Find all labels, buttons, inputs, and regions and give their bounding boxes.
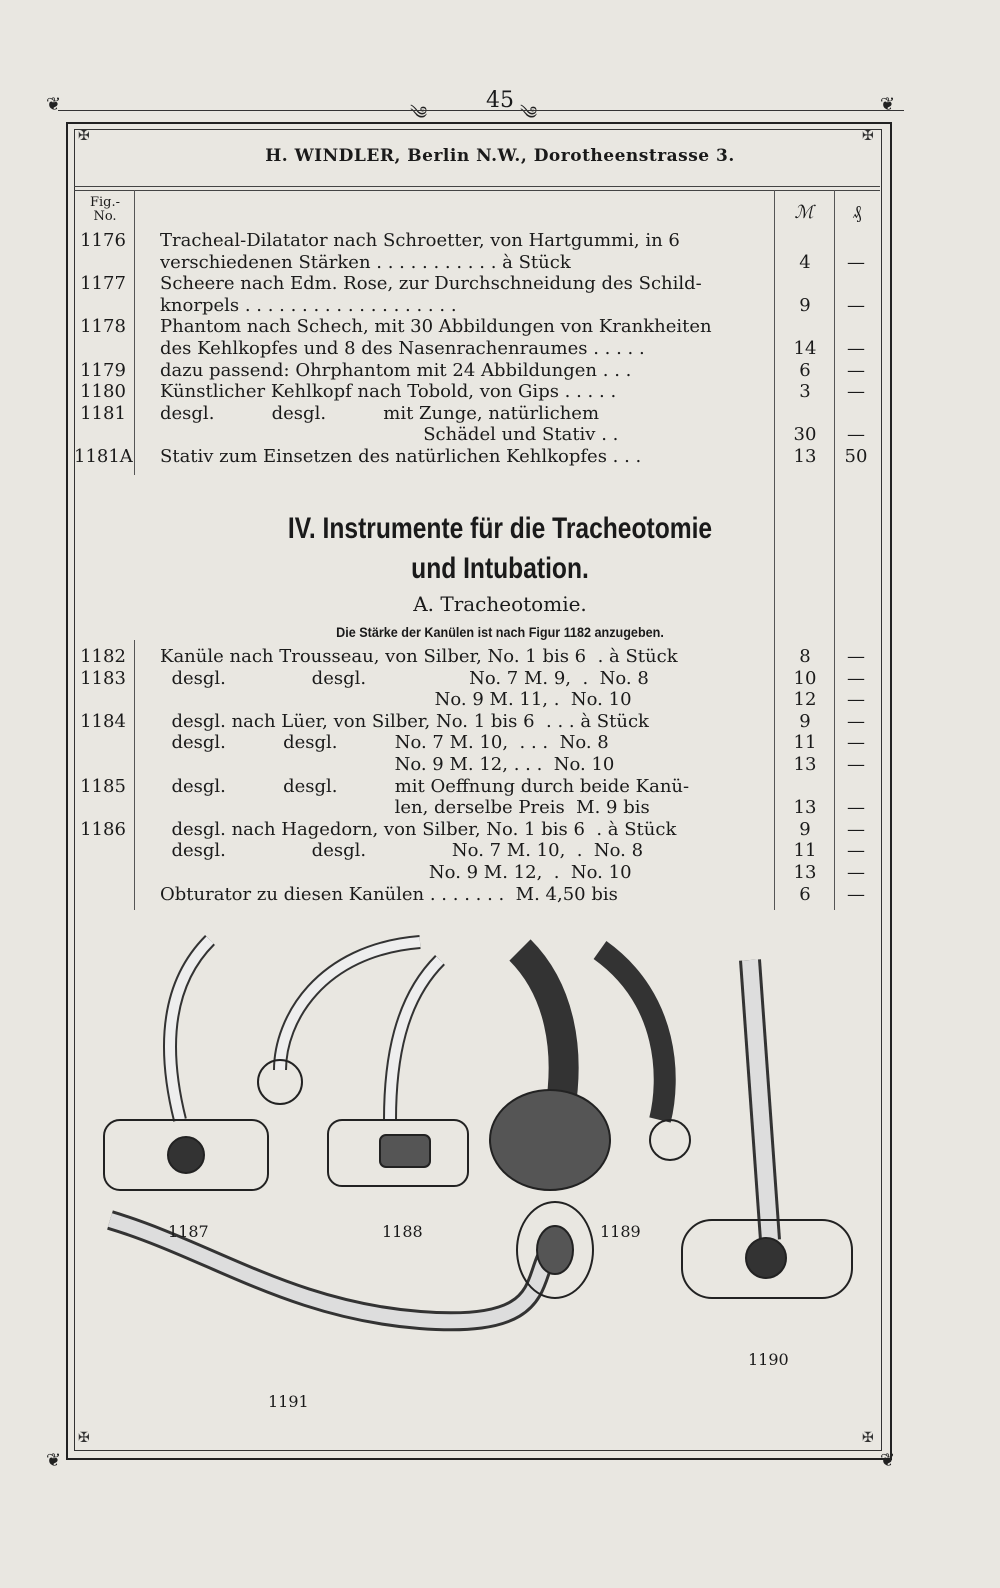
row-fig-number: 1177 bbox=[80, 273, 126, 295]
price-row bbox=[74, 884, 880, 906]
top-rule bbox=[58, 110, 904, 111]
price-row bbox=[74, 273, 880, 295]
pf-column-header: ₰ bbox=[852, 202, 862, 223]
figure-label: 1187 bbox=[168, 1222, 209, 1241]
price-row bbox=[74, 252, 880, 274]
row-description: desgl. nach Hagedorn, von Silber, No. 1 bis 6 . à Stück bbox=[160, 818, 677, 840]
ornament-bottom-left: ❦ bbox=[46, 1450, 62, 1471]
price-row bbox=[74, 316, 880, 338]
corner-ornament: ✠ bbox=[78, 1430, 90, 1446]
ornament-bottom-right: ❦ bbox=[880, 1450, 896, 1471]
row-pfennig-price: — bbox=[847, 689, 865, 711]
row-pfennig-price: — bbox=[847, 667, 865, 689]
price-row bbox=[74, 446, 880, 468]
row-description: desgl. desgl. mit Oeffnung durch beide Kanü- bbox=[160, 775, 690, 797]
price-row bbox=[74, 754, 880, 776]
row-fig-number: 1178 bbox=[80, 316, 126, 338]
corner-ornament: ✠ bbox=[862, 128, 874, 144]
price-row bbox=[74, 862, 880, 884]
row-mark-price: 11 bbox=[793, 840, 817, 862]
row-mark-price: 13 bbox=[793, 862, 817, 883]
section-note: Die Stärke der Kanülen ist nach Figur 1182 anzugeben. bbox=[336, 624, 664, 640]
row-description: desgl. desgl. No. 7 M. 9, . No. 8 bbox=[160, 667, 649, 689]
row-pfennig-price: — bbox=[847, 294, 865, 316]
figure-label: 1188 bbox=[382, 1222, 423, 1241]
row-fig-number: 1176 bbox=[80, 230, 126, 251]
price-row bbox=[74, 295, 880, 317]
corner-ornament: ✠ bbox=[862, 1430, 874, 1446]
price-row bbox=[74, 338, 880, 360]
price-row bbox=[74, 403, 880, 425]
row-mark-price: 3 bbox=[799, 381, 811, 403]
row-mark-price: 6 bbox=[799, 883, 811, 905]
row-description: Künstlicher Kehlkopf nach Tobold, von Gips . . . . . bbox=[160, 381, 617, 403]
row-pfennig-price: — bbox=[847, 862, 865, 883]
row-mark-price: 4 bbox=[799, 251, 811, 273]
cannula-1189 bbox=[520, 950, 564, 1110]
price-row bbox=[74, 360, 880, 382]
row-pfennig-price: — bbox=[847, 797, 865, 819]
ornament-left: ❦ bbox=[46, 94, 62, 115]
price-row bbox=[74, 819, 880, 841]
row-description: Stativ zum Einsetzen des natürlichen Kehlkopfes . . . bbox=[160, 446, 642, 467]
row-pfennig-price: — bbox=[847, 818, 865, 840]
row-mark-price: 30 bbox=[793, 424, 817, 446]
row-description: Phantom nach Schech, mit 30 Abbildungen von Krankheiten bbox=[160, 316, 712, 338]
row-description: dazu passend: Ohrphantom mit 24 Abbildungen . . . bbox=[160, 359, 632, 381]
row-mark-price: 9 bbox=[799, 294, 811, 316]
row-fig-number: 1181A bbox=[74, 446, 133, 467]
price-row bbox=[74, 424, 880, 446]
row-description: len, derselbe Preis M. 9 bis bbox=[160, 797, 650, 819]
row-fig-number: 1184 bbox=[80, 710, 126, 732]
figure-label: 1189 bbox=[600, 1222, 641, 1241]
row-mark-price: 9 bbox=[799, 818, 811, 840]
row-pfennig-price: 50 bbox=[844, 446, 868, 467]
row-mark-price: 6 bbox=[799, 359, 811, 381]
row-pfennig-price: — bbox=[847, 381, 865, 403]
row-description: Tracheal-Dilatator nach Schroetter, von Hartgummi, in 6 bbox=[160, 230, 680, 251]
row-description: No. 9 M. 11, . No. 10 bbox=[160, 689, 632, 711]
header-rule bbox=[74, 190, 880, 191]
figure-label: 1191 bbox=[268, 1392, 309, 1411]
row-pfennig-price: — bbox=[847, 840, 865, 862]
row-mark-price: 11 bbox=[793, 732, 817, 754]
row-description: Scheere nach Edm. Rose, zur Durchschneidung des Schild- bbox=[160, 273, 702, 295]
page-number: 45 bbox=[486, 88, 514, 113]
ornament-right: ❦ bbox=[880, 94, 896, 115]
row-fig-number: 1180 bbox=[80, 381, 126, 403]
fig-column-header: Fig.- No. bbox=[89, 195, 121, 224]
ornament-center-left: ༄ bbox=[410, 103, 428, 124]
figure-label: 1190 bbox=[748, 1350, 789, 1369]
price-row bbox=[74, 646, 880, 668]
row-pfennig-price: — bbox=[847, 883, 865, 905]
row-pfennig-price: — bbox=[847, 251, 865, 273]
section-subtitle: A. Tracheotomie. bbox=[413, 592, 587, 616]
row-mark-price: 13 bbox=[793, 754, 817, 775]
row-fig-number: 1182 bbox=[80, 646, 126, 667]
section-title: IV. Instrumente für die Tracheotomie bbox=[287, 512, 713, 545]
price-row bbox=[74, 668, 880, 690]
ornament-center-right: ༄ bbox=[520, 103, 538, 124]
price-row bbox=[74, 381, 880, 403]
row-description: des Kehlkopfes und 8 des Nasenrachenraumes . . . . . bbox=[160, 338, 645, 359]
corner-ornament: ✠ bbox=[78, 128, 90, 144]
price-row bbox=[74, 230, 880, 252]
row-pfennig-price: — bbox=[847, 338, 865, 359]
row-fig-number: 1186 bbox=[80, 818, 126, 840]
price-row bbox=[74, 776, 880, 798]
row-description: desgl. desgl. No. 7 M. 10, . No. 8 bbox=[160, 840, 644, 862]
row-fig-number: 1185 bbox=[80, 775, 126, 797]
row-fig-number: 1181 bbox=[80, 402, 126, 424]
price-row bbox=[74, 797, 880, 819]
row-pfennig-price: — bbox=[847, 424, 865, 446]
price-row bbox=[74, 732, 880, 754]
row-pfennig-price: — bbox=[847, 646, 865, 667]
row-mark-price: 10 bbox=[793, 667, 817, 689]
row-pfennig-price: — bbox=[847, 359, 865, 381]
catalog-header: H. WINDLER, Berlin N.W., Dorotheenstrasse 3. bbox=[265, 146, 735, 166]
row-description: desgl. desgl. No. 7 M. 10, . . . No. 8 bbox=[160, 732, 609, 754]
row-description: Schädel und Stativ . . bbox=[160, 424, 619, 446]
row-mark-price: 12 bbox=[793, 689, 817, 711]
row-mark-price: 14 bbox=[793, 338, 817, 359]
mark-column-header: ℳ bbox=[794, 202, 814, 223]
row-description: Kanüle nach Trousseau, von Silber, No. 1 bis 6 . à Stück bbox=[160, 646, 678, 667]
row-description: knorpels . . . . . . . . . . . . . . . . . . . bbox=[160, 294, 457, 316]
price-row bbox=[74, 711, 880, 733]
price-row bbox=[74, 689, 880, 711]
cannula-illustrations bbox=[90, 920, 870, 1420]
row-description: verschiedenen Stärken . . . . . . . . . . . à Stück bbox=[160, 251, 571, 273]
row-mark-price: 13 bbox=[793, 446, 817, 467]
row-pfennig-price: — bbox=[847, 710, 865, 732]
row-description: desgl. desgl. mit Zunge, natürlichem bbox=[160, 402, 600, 424]
row-mark-price: 8 bbox=[799, 646, 811, 667]
row-description: desgl. nach Lüer, von Silber, No. 1 bis 6 . . . à Stück bbox=[160, 710, 649, 732]
row-mark-price: 9 bbox=[799, 710, 811, 732]
row-pfennig-price: — bbox=[847, 754, 865, 775]
header-rule bbox=[74, 186, 880, 187]
row-fig-number: 1179 bbox=[80, 359, 126, 381]
section-title-2: und Intubation. bbox=[411, 552, 589, 585]
row-description: No. 9 M. 12, . No. 10 bbox=[160, 862, 632, 883]
row-description: Obturator zu diesen Kanülen . . . . . . . M. 4,50 bis bbox=[160, 883, 618, 905]
row-pfennig-price: — bbox=[847, 732, 865, 754]
row-fig-number: 1183 bbox=[80, 667, 126, 689]
price-row bbox=[74, 840, 880, 862]
row-mark-price: 13 bbox=[793, 797, 817, 819]
row-description: No. 9 M. 12, . . . No. 10 bbox=[160, 754, 615, 775]
